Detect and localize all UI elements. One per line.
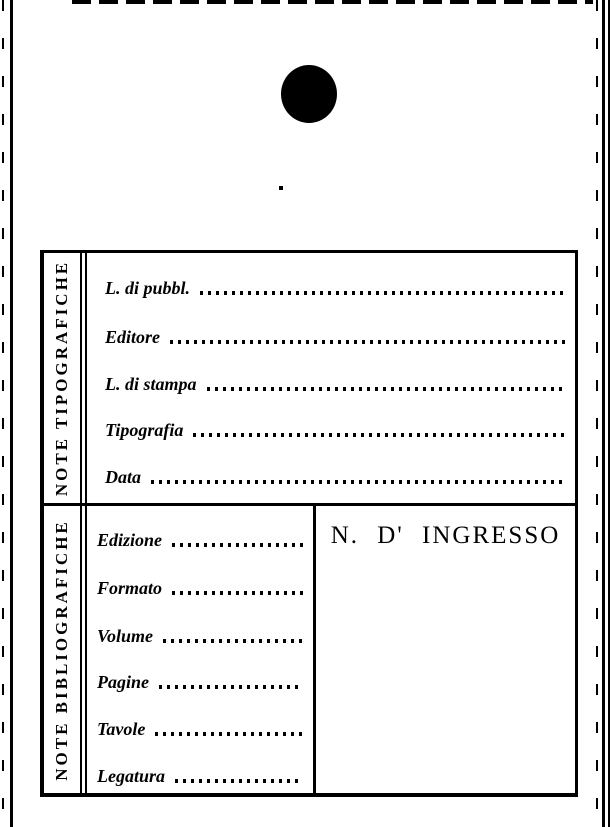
dotted-line	[170, 340, 565, 344]
note-tipografiche-label: NOTE TIPOGRAFICHE	[52, 259, 71, 497]
dotted-line	[151, 480, 565, 484]
field-row	[97, 672, 303, 692]
field-row	[105, 467, 565, 487]
note-tipografiche-side-strip	[44, 253, 87, 503]
dotted-line	[175, 779, 303, 783]
field-row	[105, 327, 565, 347]
dotted-line	[193, 433, 565, 437]
card-edge-line-right-mid	[602, 0, 605, 827]
dotted-line	[159, 685, 303, 689]
card-edge-line-right-inner	[596, 0, 598, 827]
tipografiche-fields	[87, 253, 575, 503]
card-edge-line-left-inner	[10, 0, 13, 827]
dotted-line	[163, 639, 303, 643]
field-label: Pagine	[97, 672, 149, 692]
field-label: Volume	[97, 626, 154, 646]
dotted-line	[200, 291, 565, 295]
dotted-line	[172, 591, 303, 595]
punch-hole	[281, 65, 337, 123]
note-bibliografiche-side-strip	[44, 506, 87, 793]
ink-speck	[279, 186, 283, 190]
field-label: Formato	[97, 578, 163, 598]
dotted-line	[155, 732, 303, 736]
field-label: Tipografia	[105, 420, 184, 440]
field-row	[97, 530, 303, 550]
field-row	[105, 420, 565, 440]
card-edge-line-right-outer	[608, 0, 610, 827]
card-edge-line-left-outer	[2, 0, 4, 827]
field-row	[97, 578, 303, 598]
field-row	[97, 626, 303, 646]
field-label: L. di stampa	[105, 374, 197, 394]
card-top-edge-line	[72, 0, 593, 4]
field-label: Data	[105, 467, 141, 487]
ingresso-label: N. D' INGRESSO	[330, 522, 561, 549]
field-row	[105, 278, 565, 298]
dotted-line	[207, 387, 565, 391]
field-row	[97, 766, 303, 786]
dotted-line	[172, 543, 303, 547]
field-label: Editore	[105, 327, 161, 347]
note-bibliografiche-box	[40, 503, 578, 797]
field-row	[97, 719, 303, 739]
field-label: Tavole	[97, 719, 146, 739]
bibliografiche-fields	[87, 506, 313, 793]
field-label: Legatura	[97, 766, 166, 786]
note-tipografiche-box	[40, 250, 578, 506]
field-label: L. di pubbl.	[105, 278, 191, 298]
ingresso-cell	[313, 506, 575, 793]
field-label: Edizione	[97, 530, 163, 550]
field-row	[105, 374, 565, 394]
note-bibliografiche-label: NOTE BIBLIOGRAFICHE	[52, 518, 71, 781]
